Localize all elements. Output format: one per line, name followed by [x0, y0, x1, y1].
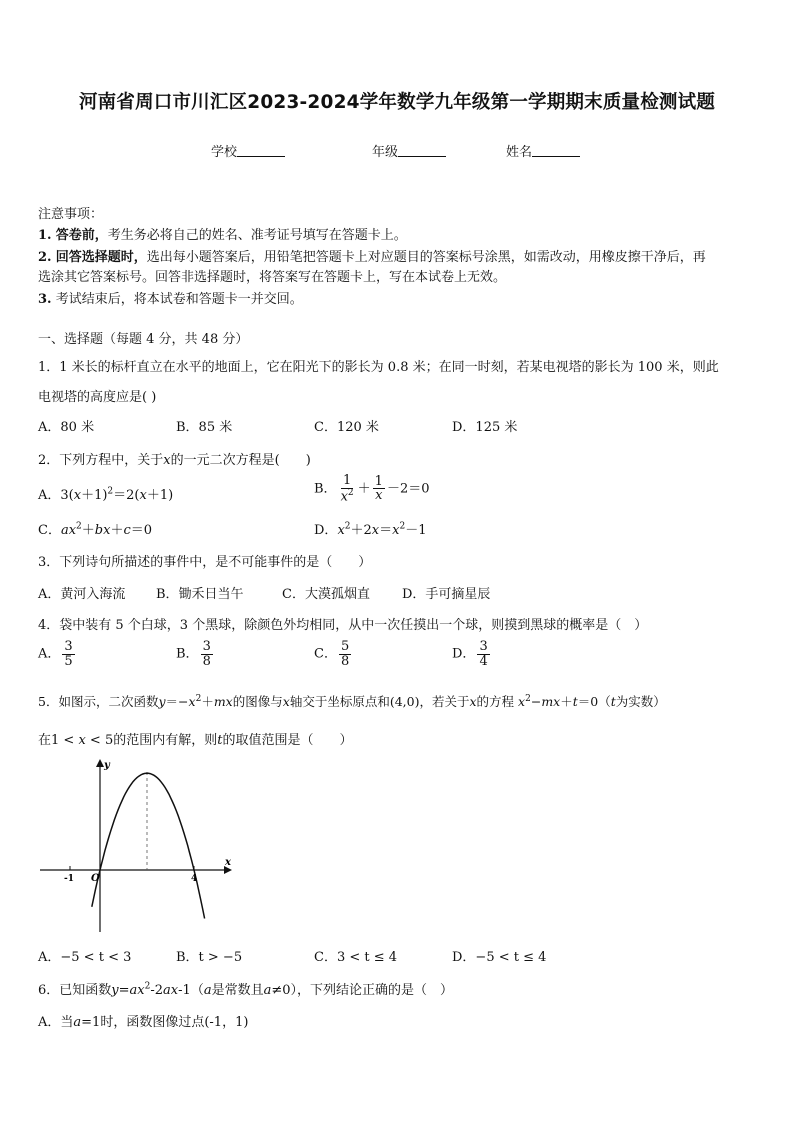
q5-option-b: B．t > −5 — [176, 950, 243, 965]
q4-option-b: B． $\frac{3}{8}$ — [176, 639, 211, 669]
q4-option-a: A． $\frac{3}{5}$ — [38, 639, 73, 669]
q2-option-c: C．$ax^2+bx+c=0$ — [38, 521, 153, 538]
q1-option-d: D．125 米 — [452, 420, 518, 435]
q1-option-b: B．85 米 — [176, 420, 233, 435]
q3-option-a: A．黄河入海流 — [38, 587, 126, 602]
q2-option-d: D．$x^2+2x=x^2-1$ — [314, 521, 427, 538]
notice-item-2: 2. 回答选择题时，选出每小题答案后，用铅笔把答题卡上对应题目的答案标号涂黑，如需改动，用橡皮擦干净后，再 — [38, 250, 706, 265]
q1-stem-line2: 电视塔的高度应是( ) — [38, 390, 157, 405]
q2-option-b: B． $\frac{1}{x^2}$ ＋ $\frac{1}{x}$ －2＝0 — [314, 473, 430, 504]
q2-stem: 2．下列方程中，关于x的一元二次方程是( ) — [38, 453, 311, 468]
q3-option-d: D．手可摘星辰 — [402, 587, 491, 602]
notice-item-2-cont: 选涂其它答案标号。回答非选择题时，将答案写在答题卡上，写在本试卷上无效。 — [38, 270, 507, 285]
q1-option-a: A．80 米 — [38, 420, 95, 435]
parabola-curve — [92, 773, 205, 918]
q4-option-c: C． $\frac{5}{8}$ — [314, 639, 350, 669]
q3-option-b: B．锄禾日当午 — [156, 587, 244, 602]
name-field: 姓名 — [506, 141, 580, 160]
notice-item-1: 1. 答卷前，考生务必将自己的姓名、准考证号填写在答题卡上。 — [38, 228, 407, 243]
q6-stem: 6．已知函数$y=ax^2-2ax-1(a$是常数且a≠0），下列结论正确的是（ ） — [38, 981, 454, 998]
notice-heading: 注意事项： — [38, 207, 104, 222]
q5-option-c: C．3 < t ≤ 4 — [314, 950, 398, 965]
q1-stem-line1: 1．1 米长的标杆直立在水平的地面上，它在阳光下的影长为 0.8 米；在同一时刻，若某电视塔的影长为 100 米，则此 — [38, 360, 719, 375]
tick-label-neg1: -1 — [64, 874, 74, 884]
q3-option-c: C．大漠孤烟直 — [282, 587, 370, 602]
section-heading: 一、选择题（每题 4 分，共 48 分） — [38, 332, 249, 347]
grade-field: 年级 — [372, 141, 446, 160]
notice-item-3: 3. 考试结束后，将本试卷和答题卡一并交回。 — [38, 292, 303, 307]
y-axis-arrow — [96, 759, 104, 767]
q4-stem: 4．袋中装有 5 个白球，3 个黑球，除颜色外均相同，从中一次任摸出一个球，则摸到黑球的概率是（ ） — [38, 618, 648, 633]
origin-label: O — [91, 873, 100, 884]
q5-option-d: D．−5 < t ≤ 4 — [452, 950, 547, 965]
q3-stem: 3．下列诗句所描述的事件中，是不可能事件的是（ ） — [38, 555, 372, 570]
q6-option-a: A．当a=1时，函数图像过点(-1，1) — [38, 1015, 249, 1030]
q4-option-d: D． $\frac{3}{4}$ — [452, 639, 488, 669]
tick-label-4: 4 — [191, 874, 198, 884]
q1-option-c: C．120 米 — [314, 420, 379, 435]
q5-stem-line2: 在1 < x < 5的范围内有解，则t的取值范围是（ ） — [38, 733, 353, 748]
q5-stem-line1: 5．如图示，二次函数$y=-x^2+mx$的图像与x轴交于坐标原点和(4,0)，若关于x的方程 $x^2-mx+t=0(t$为实数） — [38, 693, 666, 709]
parabola-graph — [36, 756, 240, 934]
y-axis-label: y — [104, 760, 110, 771]
x-axis-label: x — [225, 857, 231, 868]
page-title: 河南省周口市川汇区2023-2024学年数学九年级第一学期期末质量检测试题 — [78, 92, 716, 113]
q2-option-a: A．$3(x+1)^2=2(x+1)$ — [38, 486, 174, 503]
q5-option-a: A．−5 < t < 3 — [38, 950, 132, 965]
school-field: 学校 — [211, 141, 285, 160]
